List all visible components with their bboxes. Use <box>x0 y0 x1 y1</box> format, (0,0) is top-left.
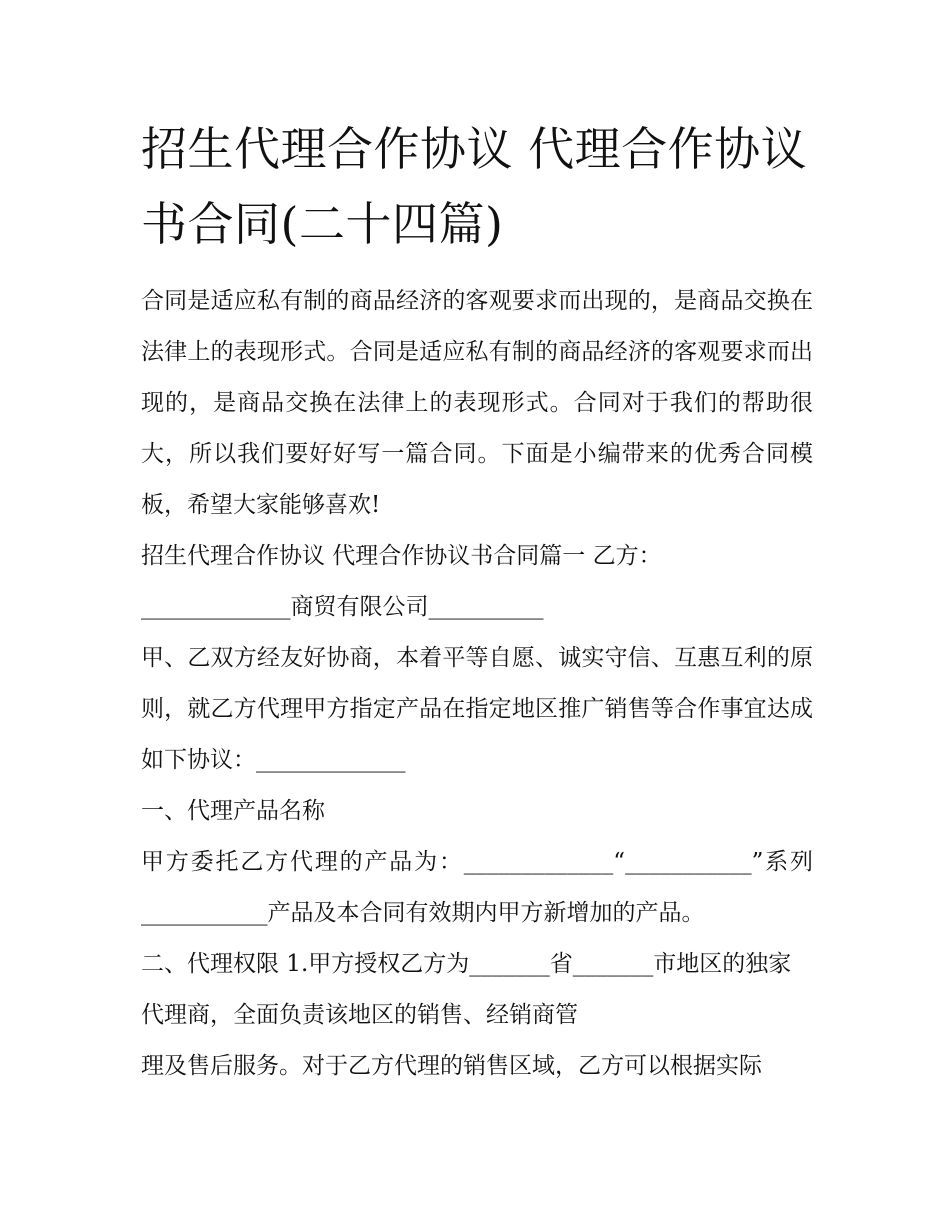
document-page <box>141 112 813 1092</box>
intro-paragraph: 合同是适应私有制的商品经济的客观要求而出现的，是商品交换在法律上的表现形式。合同是适应私有制的商品经济的客观要求而出现的，是商品交换在法律上的表现形式。合同对于我们的帮助很大，所以我们要好好写一篇合同。下面是小编带来的优秀合同模板，希望大家能够喜欢! <box>141 288 813 518</box>
document-body <box>141 276 813 1092</box>
clause-authority-paragraph: 二、代理权限 1.甲方授权乙方为_______省_______市地区的独家代理商，全面负责该地区的销售、经销商管 <box>141 951 792 1028</box>
document-title: 招生代理合作协议 代理合作协议书合同(二十四篇) <box>141 122 808 251</box>
clause-product-paragraph: 甲方委托乙方代理的产品为：_____________“___________”系列___________产品及本合同有效期内甲方新增加的产品。 <box>141 849 813 926</box>
clause-heading-product-name: 一、代理产品名称 <box>141 798 325 824</box>
agreement-preamble-paragraph: 甲、乙双方经友好协商，本着平等自愿、诚实守信、互惠互利的原则，就乙方代理甲方指定产品在指定地区推广销售等合作事宜达成如下协议：_____________ <box>141 645 813 773</box>
party-b-company-line: _____________商贸有限公司__________ <box>141 594 544 620</box>
section-heading-part-one: 招生代理合作协议 代理合作协议书合同篇一 乙方： <box>141 543 662 569</box>
clause-authority-continuation: 理及售后服务。对于乙方代理的销售区域，乙方可以根据实际 <box>141 1053 762 1079</box>
